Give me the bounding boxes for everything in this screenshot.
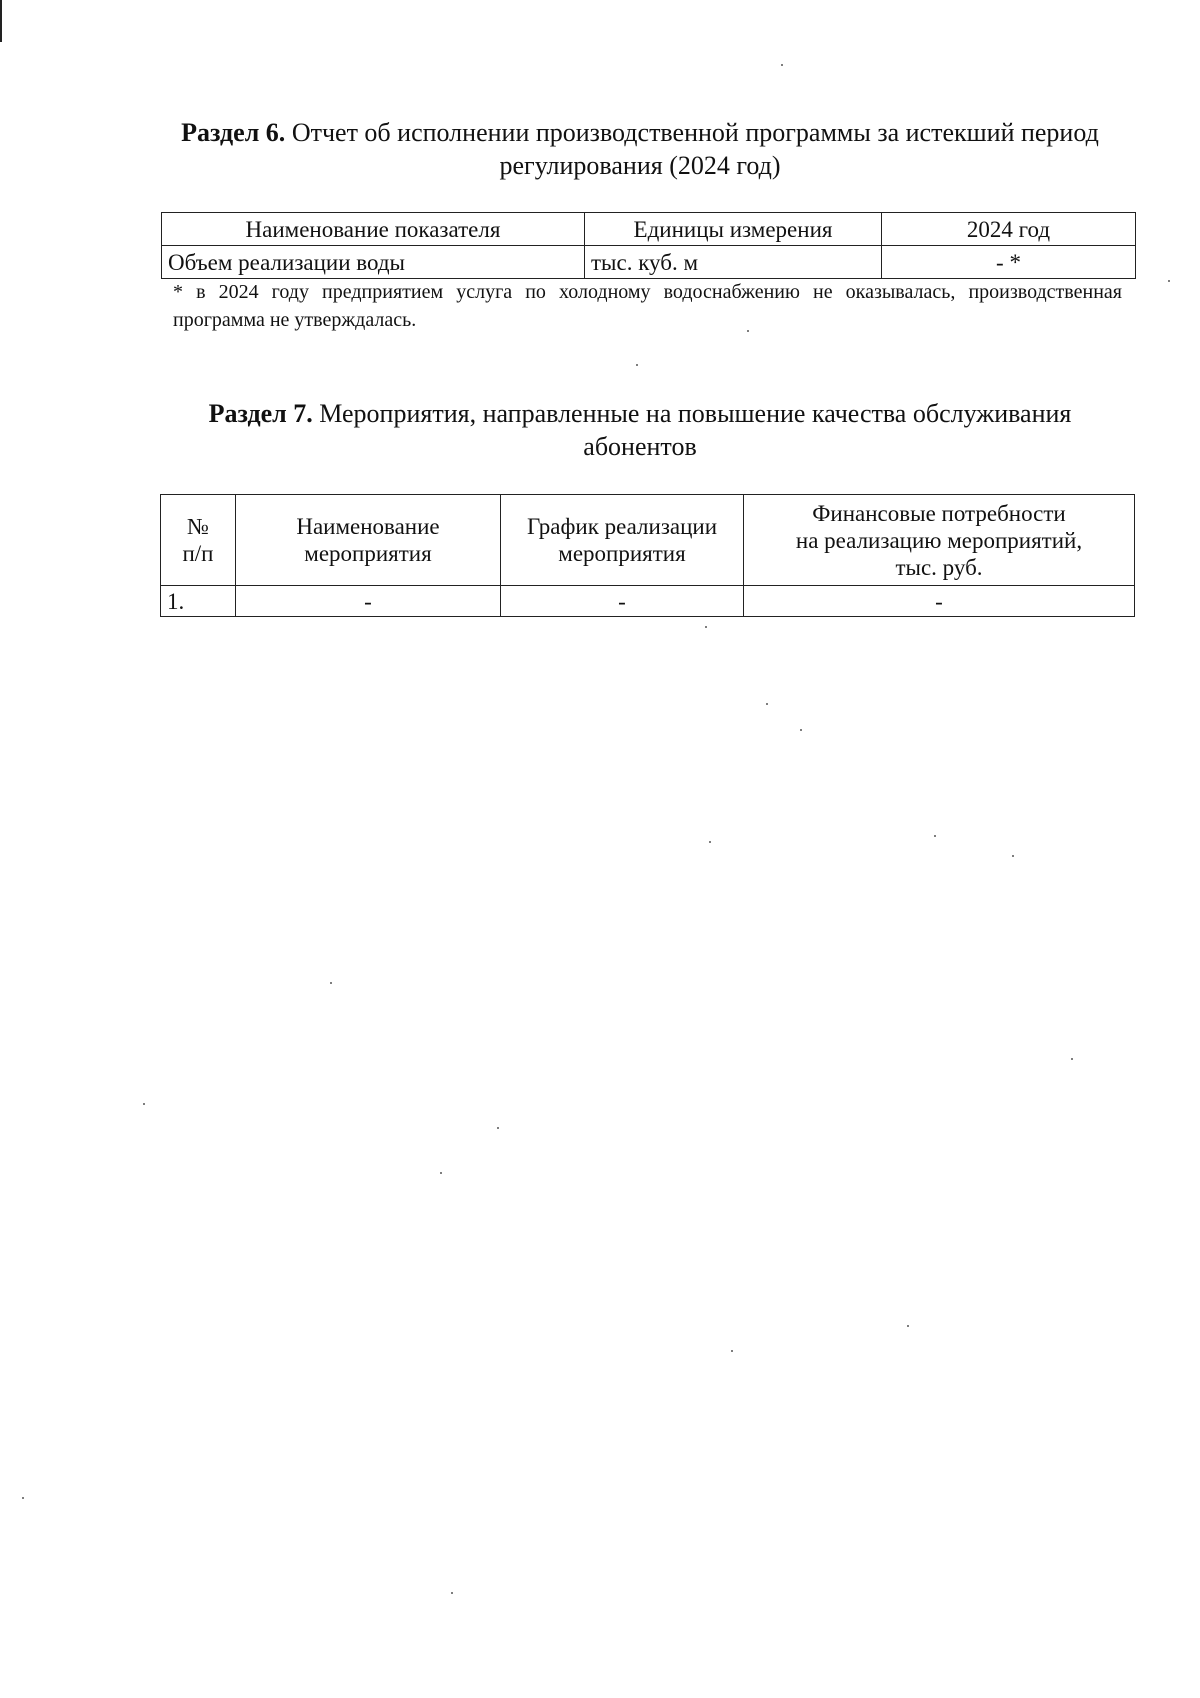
header-number-line-2: п/п bbox=[182, 541, 214, 566]
scan-speck bbox=[451, 1592, 453, 1594]
scan-speck bbox=[636, 364, 638, 366]
header-financial-needs bbox=[744, 495, 1135, 586]
section-7-table bbox=[160, 494, 1135, 617]
header-event-name-line-2: мероприятия bbox=[304, 541, 432, 566]
header-event-name bbox=[236, 495, 501, 586]
scan-speck bbox=[143, 1103, 145, 1105]
section-7-title-number: Раздел 7. bbox=[208, 399, 313, 428]
scan-speck bbox=[907, 1325, 909, 1327]
scan-speck bbox=[1168, 280, 1170, 282]
section-6-title bbox=[160, 116, 1120, 182]
header-number bbox=[161, 495, 236, 586]
header-financial-needs-line-2: на реализацию мероприятий, bbox=[795, 527, 1083, 553]
cell-year-value: - * bbox=[882, 246, 1136, 279]
section-6-footnote: * в 2024 году предприятием услуга по холодному водоснабжению не оказывалась, производственная программа не утверждалась. bbox=[173, 281, 1122, 331]
scan-speck bbox=[440, 1172, 442, 1174]
cell-event-name: - bbox=[236, 586, 501, 617]
scan-speck bbox=[781, 64, 783, 66]
scan-speck bbox=[1071, 1058, 1073, 1060]
header-event-name-line-1: Наименование bbox=[296, 514, 440, 539]
header-financial-needs-line-3: тыс. руб. bbox=[895, 554, 983, 580]
cell-schedule: - bbox=[501, 586, 744, 617]
section-7-title-text: Мероприятия, направленные на повышение качества обслуживания абонентов bbox=[312, 399, 1072, 461]
header-units: Единицы измерения bbox=[585, 213, 882, 246]
table-header-row bbox=[161, 495, 1135, 586]
table-header-row bbox=[162, 213, 1136, 246]
scan-speck bbox=[747, 330, 749, 332]
header-number-line-1: № bbox=[187, 514, 209, 539]
section-7-title bbox=[160, 397, 1120, 463]
scan-speck bbox=[709, 841, 711, 843]
scan-speck bbox=[705, 626, 707, 628]
scan-speck bbox=[766, 703, 768, 705]
header-year: 2024 год bbox=[882, 213, 1136, 246]
scan-speck bbox=[1012, 855, 1014, 857]
scan-speck bbox=[330, 982, 332, 984]
section-6-title-text: Отчет об исполнении производственной программы за истекший период регулирования (2024 год) bbox=[285, 118, 1099, 180]
table-row bbox=[161, 586, 1135, 617]
header-indicator-name: Наименование показателя bbox=[162, 213, 585, 246]
scan-speck bbox=[800, 729, 802, 731]
scan-speck bbox=[22, 1497, 24, 1499]
table-row bbox=[162, 246, 1136, 279]
header-schedule-line-2: мероприятия bbox=[558, 541, 686, 566]
scan-speck bbox=[934, 835, 936, 837]
scan-speck bbox=[731, 1350, 733, 1352]
header-financial-needs-line-1: Финансовые потребности bbox=[812, 500, 1066, 526]
section-6-title-number: Раздел 6. bbox=[181, 118, 286, 147]
cell-number: 1. bbox=[161, 586, 236, 617]
cell-indicator-name: Объем реализации воды bbox=[162, 246, 585, 279]
header-schedule bbox=[501, 495, 744, 586]
scan-edge-mark bbox=[0, 0, 2, 42]
scan-speck bbox=[497, 1127, 499, 1129]
section-6-table bbox=[161, 212, 1136, 279]
cell-financial-needs: - bbox=[744, 586, 1135, 617]
cell-units: тыс. куб. м bbox=[585, 246, 882, 279]
header-schedule-line-1: График реализации bbox=[526, 514, 718, 539]
